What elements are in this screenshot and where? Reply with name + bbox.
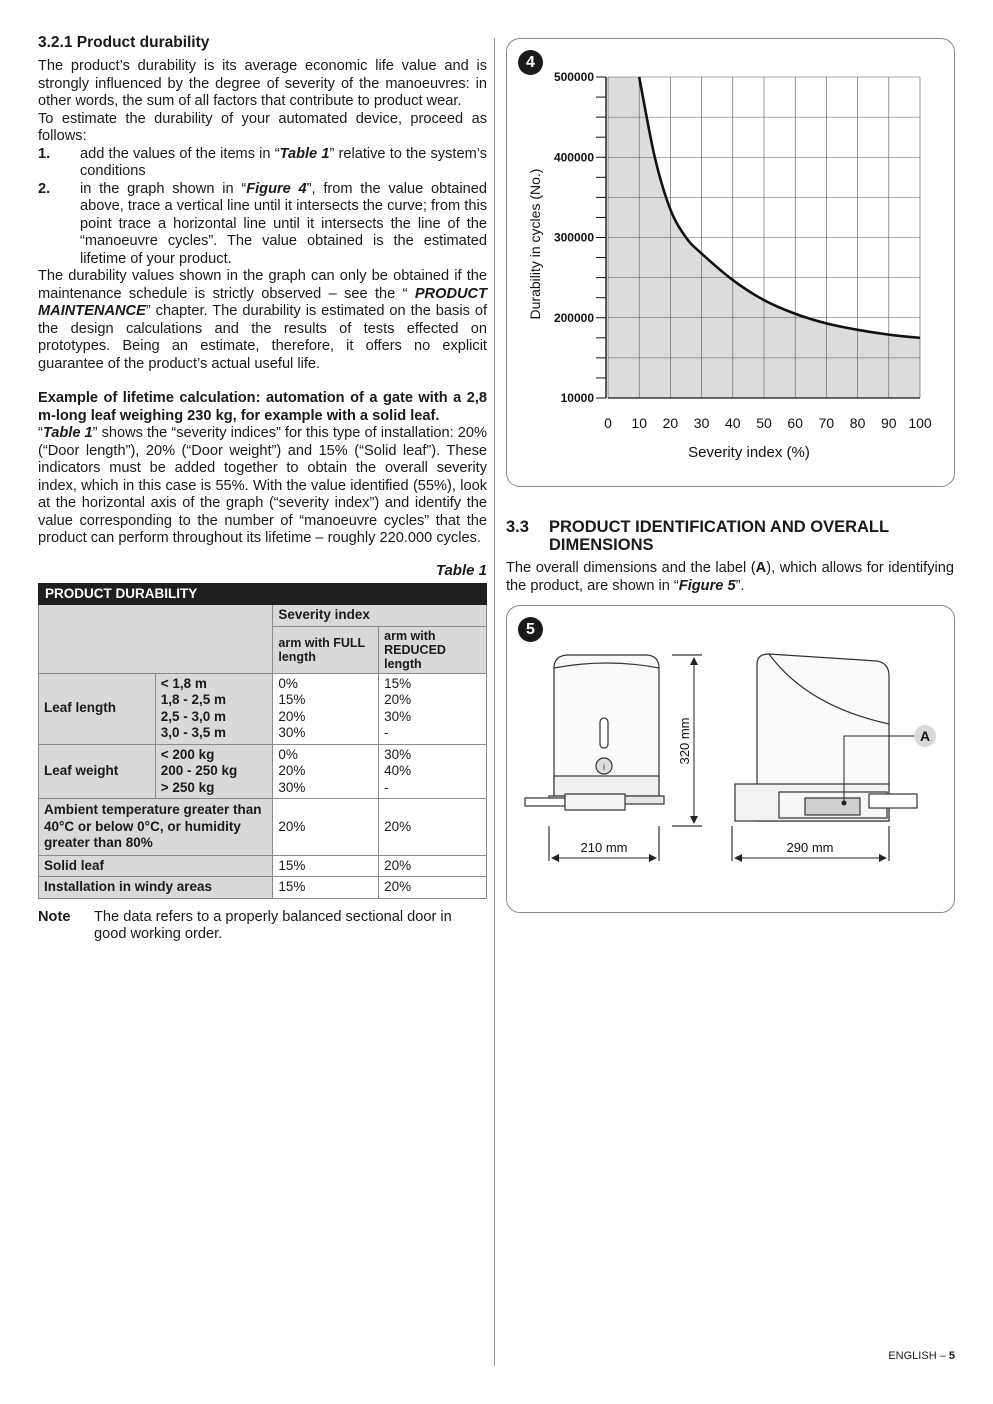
value: - — [384, 779, 389, 795]
footer-language: ENGLISH – — [888, 1350, 946, 1362]
section-title: PRODUCT IDENTIFICATION AND OVERALL DIMENSIONS — [549, 518, 889, 554]
value-cell: 20% — [273, 799, 379, 856]
x-tick-label: 20 — [662, 415, 679, 431]
step-number: 1. — [38, 145, 51, 162]
value-cell: 15% — [273, 855, 379, 877]
section-heading: 3.2.1 Product durability — [38, 34, 210, 51]
paragraph — [38, 268, 487, 373]
row-label: Leaf weight — [39, 744, 156, 799]
range-cell — [155, 744, 273, 799]
value: 0% — [278, 746, 298, 762]
figure-reference: Figure 5 — [678, 577, 736, 594]
value: 15% — [278, 692, 306, 707]
side-view — [732, 654, 917, 861]
dimensions-drawing — [507, 606, 954, 912]
page-footer — [888, 1350, 955, 1362]
y-tick-label: 400000 — [553, 150, 594, 165]
left-column — [38, 34, 487, 944]
note-label: Note — [38, 908, 71, 925]
x-tick-label: 10 — [631, 415, 647, 431]
paragraph: The product’s durability is its average economic life value and is strongly influenced by the degree of severity of the manoeuvres: in other words, the sum of all factors that contribute to product wear. — [38, 58, 487, 109]
table-title: PRODUCT DURABILITY — [39, 583, 487, 605]
x-tick-label: 60 — [787, 415, 803, 431]
row-label: Installation in windy areas — [39, 877, 273, 899]
row-label: Leaf length — [39, 673, 156, 744]
value-cell — [273, 744, 379, 799]
value-cell — [379, 744, 487, 799]
product-label — [805, 798, 860, 815]
row-label: Solid leaf — [39, 855, 273, 877]
value: 30% — [384, 746, 412, 762]
text-run: ” chapter. The durability is estimated on the basis of the design calculations and the results of tests effected on prototypes. Being an estimate, therefore, it offers no explicit guarantee of the product’s actual useful life. — [38, 303, 487, 372]
svg-text:i: i — [603, 762, 605, 772]
figure-number: 5 — [518, 617, 543, 642]
value: 30% — [278, 725, 306, 740]
page-number: 5 — [948, 1350, 955, 1362]
width-label: 210 mm — [580, 840, 628, 855]
table-caption: Table 1 — [435, 561, 487, 579]
value-cell: 20% — [379, 799, 487, 856]
text-run: The overall dimensions and the label ( — [506, 560, 756, 576]
value-cell — [379, 673, 487, 744]
range-value: 1,8 - 2,5 m — [160, 692, 227, 707]
paragraph — [506, 560, 954, 595]
value: 0% — [278, 675, 298, 691]
y-axis-label: Durability in cycles (No.) — [527, 168, 543, 320]
value: 20% — [278, 708, 306, 724]
x-tick-label: 70 — [818, 415, 835, 431]
text-run: ”. — [735, 577, 745, 594]
example-heading: Example of lifetime calculation: automation of a gate with a 2,8 m-long leaf weighing 230 kg, for example with a solid leaf. — [38, 390, 487, 424]
paragraph: To estimate the durability of your automated device, proceed as follows: — [38, 110, 487, 144]
column-header-reduced: arm with REDUCED length — [379, 626, 487, 673]
column-divider — [494, 38, 495, 1366]
durability-chart — [507, 39, 954, 486]
text-run: ” shows the “severity indices” for this type of installation: 20% (“Door length”), 20% (“Door weight”) and 15% (“Solid leaf”). These indicators must be added together to obtain the overall severity index, which in this case is 55%. With the value identified (55%), look at the horizontal axis of the graph (“severity index”) and identify the value corresponding to the number of “manoeuvre cycles” that the product can perform throughout its lifetime – roughly 220.000 cycles. — [38, 425, 487, 546]
durability-table — [38, 583, 487, 899]
header-blank — [39, 605, 273, 674]
x-tick-label: 30 — [693, 415, 710, 431]
x-tick-label: 40 — [725, 415, 741, 431]
table-reference: Table 1 — [42, 425, 93, 441]
step-text: ”, from the value obtained above, trace a vertical line until it intersects the curve; from this point trace a horizontal line until it intersects the line of the “manoeuvre cycles”. The value obtained is the estimated lifetime of your product. — [80, 180, 487, 267]
section-number: 3.3 — [506, 518, 529, 536]
figure-5-box — [506, 605, 955, 913]
figure-reference: Figure 4 — [246, 180, 307, 197]
row-label: Ambient temperature greater than 40°C or below 0°C, or humidity greater than 80% — [39, 799, 273, 856]
table-reference: Table 1 — [279, 145, 330, 162]
label-reference: A — [755, 560, 767, 576]
value-cell: 20% — [379, 855, 487, 877]
value: 40% — [384, 763, 412, 778]
y-tick-label: 200000 — [553, 310, 594, 325]
value: 20% — [278, 763, 306, 778]
text-run: ), which allows for identifying the product, are shown in “ — [506, 560, 954, 594]
y-tick-label: 300000 — [553, 230, 594, 245]
x-tick-label: 100 — [908, 415, 932, 431]
value: 15% — [384, 675, 412, 691]
length-label: 290 mm — [786, 840, 834, 855]
note-text: The data refers to a properly balanced sectional door in good working order. — [94, 908, 452, 942]
x-tick-label: 90 — [881, 415, 897, 431]
x-tick-label: 0 — [604, 415, 612, 431]
range-value: > 250 kg — [160, 779, 215, 795]
value: 20% — [384, 692, 412, 707]
text-run: The durability values shown in the graph can only be obtained if the maintenance schedule is strictly observed – see the “ — [38, 268, 487, 302]
y-tick-label: 500000 — [553, 70, 594, 84]
label-marker: A — [919, 728, 931, 744]
steps-list — [38, 146, 487, 269]
value-cell — [273, 673, 379, 744]
x-tick-label: 50 — [756, 415, 772, 431]
height-label: 320 mm — [677, 717, 692, 765]
range-value: 200 - 250 kg — [160, 763, 238, 778]
range-value: 2,5 - 3,0 m — [160, 708, 227, 724]
list-item — [38, 181, 487, 269]
range-value: < 1,8 m — [160, 675, 207, 691]
figure-4-box — [506, 38, 955, 487]
figure-number: 4 — [518, 50, 543, 75]
range-value: 3,0 - 3,5 m — [160, 725, 227, 740]
value-cell: 15% — [273, 877, 379, 899]
step-text: in the graph shown in “ — [80, 180, 247, 197]
range-cell — [155, 673, 273, 744]
x-tick-label: 80 — [849, 415, 866, 431]
value: 30% — [384, 708, 412, 724]
column-header-full: arm with FULL length — [273, 626, 379, 673]
list-item — [38, 146, 487, 181]
x-axis-label: Severity index (%) — [688, 444, 810, 461]
section-heading — [506, 518, 954, 554]
step-text: add the values of the items in “ — [80, 145, 280, 162]
front-view — [525, 655, 702, 861]
step-text: ” relative to the system’s conditions — [80, 145, 488, 179]
value: - — [384, 725, 389, 740]
range-value: < 200 kg — [160, 746, 215, 762]
value-cell: 20% — [379, 877, 487, 899]
y-tick-label: 10000 — [560, 391, 594, 405]
paragraph: “Table 1” shows the “severity indices” for this type of installation: 20% (“Door length”), 20% (“Door weight”) and 15% (“Solid leaf”). These indicators must be added together to obtain the overall severity index, which in this case is 55%. With the value identified (55%), look at the horizontal axis of the graph (“severity index”) and identify the value corresponding to the number of “manoeuvre cycles” that the product can perform throughout its lifetime – roughly 220.000 cycles. — [38, 425, 487, 546]
note — [38, 909, 487, 944]
step-number: 2. — [38, 180, 51, 197]
severity-header: Severity index — [273, 605, 487, 627]
chapter-reference: PRODUCT MAINTENANCE — [38, 285, 487, 319]
value: 30% — [278, 779, 306, 795]
